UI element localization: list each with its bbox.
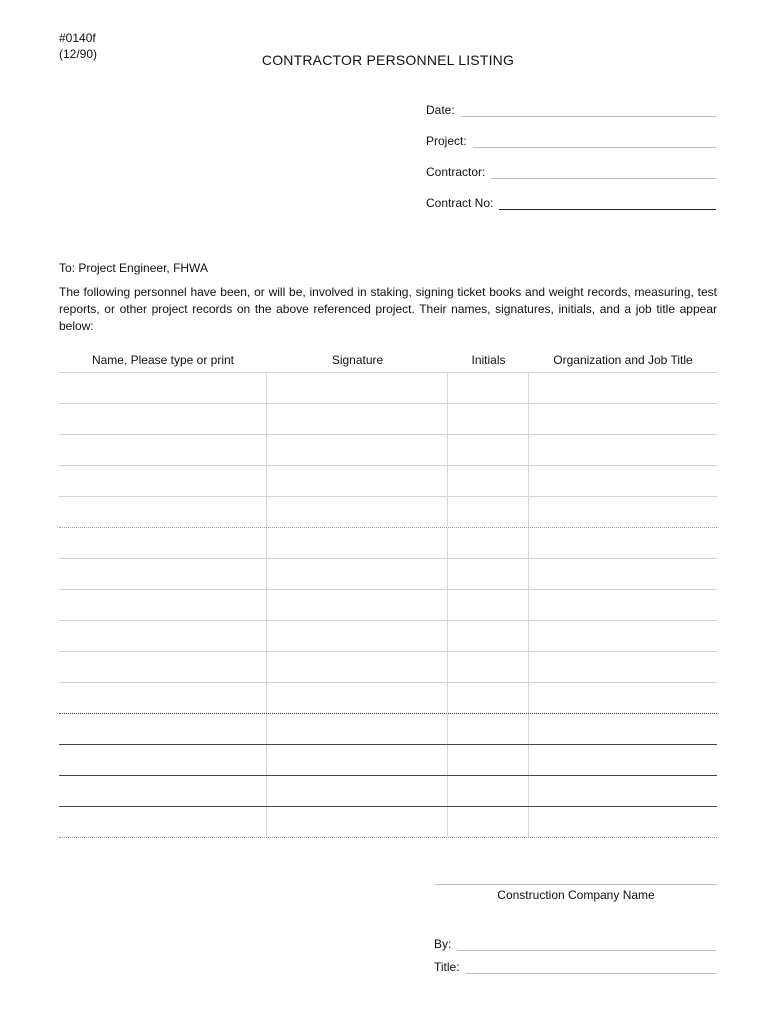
name-cell[interactable] [59,714,267,744]
name-cell[interactable] [59,776,267,806]
signature-cell[interactable] [267,435,448,465]
construction-company-name-label: Construction Company Name [435,884,717,902]
signature-cell[interactable] [267,559,448,589]
initials-cell[interactable] [448,652,529,682]
organization-cell[interactable] [529,807,717,837]
name-cell[interactable] [59,528,267,558]
organization-cell[interactable] [529,435,717,465]
name-cell[interactable] [59,683,267,713]
signature-cell[interactable] [267,621,448,651]
initials-cell[interactable] [448,528,529,558]
date-field[interactable] [426,101,716,117]
column-header-initials: Initials [471,353,506,367]
contract-no-field[interactable] [426,194,716,210]
table-row [59,652,717,683]
column-header-organization: Organization and Job Title [553,353,693,367]
name-cell[interactable] [59,652,267,682]
organization-cell[interactable] [529,590,717,620]
signature-cell[interactable] [267,466,448,496]
signature-cell[interactable] [267,373,448,403]
column-header-signature: Signature [331,353,384,367]
name-cell[interactable] [59,745,267,775]
initials-cell[interactable] [448,807,529,837]
signature-cell[interactable] [267,683,448,713]
by-field[interactable] [434,935,716,951]
contractor-input-line[interactable] [491,164,716,179]
organization-cell[interactable] [529,559,717,589]
project-input-line[interactable] [473,133,716,148]
table-row [59,559,717,590]
initials-cell[interactable] [448,497,529,527]
table-row [59,404,717,435]
title-label: Title: [434,960,460,974]
date-input-line[interactable] [461,102,716,117]
name-cell[interactable] [59,590,267,620]
table-row [59,590,717,621]
table-row [59,745,717,776]
name-cell[interactable] [59,559,267,589]
name-cell[interactable] [59,373,267,403]
initials-cell[interactable] [448,683,529,713]
form-number: #0140f [59,31,96,45]
table-header [59,349,717,373]
initials-cell[interactable] [448,590,529,620]
contract-no-input-line[interactable] [499,195,716,210]
initials-cell[interactable] [448,435,529,465]
name-cell[interactable] [59,807,267,837]
organization-cell[interactable] [529,683,717,713]
organization-cell[interactable] [529,714,717,744]
name-cell[interactable] [59,466,267,496]
instructions-paragraph: The following personnel have been, or will be, involved in staking, signing ticket books and weight records, measuring, test reports, or other project records on the above referenced project. Their names, signatures, initials, and a job title appear below: [59,285,717,333]
name-cell[interactable] [59,497,267,527]
contractor-label: Contractor: [426,165,486,179]
table-row [59,714,717,745]
initials-cell[interactable] [448,373,529,403]
table-row [59,373,717,404]
signature-cell[interactable] [267,528,448,558]
column-header-name: Name, Please type or print [91,353,235,367]
table-row [59,621,717,652]
table-row [59,528,717,559]
date-label: Date: [426,103,455,117]
table-row [59,683,717,714]
personnel-table [59,349,717,838]
signature-cell[interactable] [267,652,448,682]
project-label: Project: [426,134,467,148]
initials-cell[interactable] [448,714,529,744]
form-revision-date: (12/90) [59,47,98,61]
table-row [59,466,717,497]
signature-cell[interactable] [267,807,448,837]
table-row [59,435,717,466]
project-field[interactable] [426,132,716,148]
signature-cell[interactable] [267,497,448,527]
organization-cell[interactable] [529,652,717,682]
organization-cell[interactable] [529,373,717,403]
name-cell[interactable] [59,621,267,651]
initials-cell[interactable] [448,466,529,496]
initials-cell[interactable] [448,621,529,651]
initials-cell[interactable] [448,745,529,775]
initials-cell[interactable] [448,776,529,806]
signature-cell[interactable] [267,714,448,744]
contract-no-label: Contract No: [426,196,494,210]
organization-cell[interactable] [529,497,717,527]
signature-cell[interactable] [267,590,448,620]
title-field[interactable] [434,958,716,974]
name-cell[interactable] [59,404,267,434]
organization-cell[interactable] [529,404,717,434]
signature-cell[interactable] [267,776,448,806]
signature-cell[interactable] [267,745,448,775]
organization-cell[interactable] [529,745,717,775]
page-title: CONTRACTOR PERSONNEL LISTING [261,52,515,68]
table-body [59,373,717,838]
organization-cell[interactable] [529,776,717,806]
by-label: By: [434,937,452,951]
initials-cell[interactable] [448,559,529,589]
table-row [59,807,717,838]
organization-cell[interactable] [529,466,717,496]
title-input-line[interactable] [466,959,716,974]
initials-cell[interactable] [448,404,529,434]
addressee-line: To: Project Engineer, FHWA [59,261,208,275]
organization-cell[interactable] [529,621,717,651]
by-input-line[interactable] [457,936,716,951]
table-row [59,497,717,528]
organization-cell[interactable] [529,528,717,558]
contractor-field[interactable] [426,163,716,179]
table-row [59,776,717,807]
signature-cell[interactable] [267,404,448,434]
name-cell[interactable] [59,435,267,465]
